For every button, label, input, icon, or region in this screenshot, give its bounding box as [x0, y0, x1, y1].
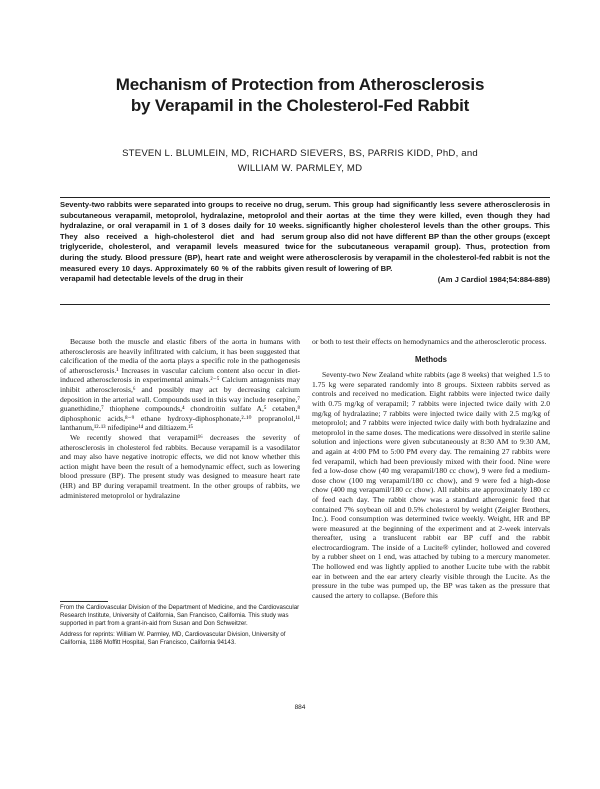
- abstract-left-text: Seventy-two rabbits were separated into groups to receive no drug, subcutaneous verapamil, metoprolol, hydralazine, metoprolol and hydralazine, or oral verapamil in 1 of 3 doses daily for 10 weeks. They also received a high-cholesterol diet and had serum triglyceride, cholesterol, and verapamil levels measured twice during the study. Blood pressure (BP), heart rate and weight were measured every 10 days. Approximately 60 % of the rabbits given verapamil had detectable levels of the drug in their: [60, 200, 304, 284]
- article-title: [0, 74, 600, 116]
- methods-heading: Methods: [414, 354, 448, 364]
- abstract-top-rule: [60, 197, 550, 198]
- page-number: 884: [294, 704, 306, 711]
- title-line-1: Mechanism of Protection from Atherosclerosis: [115, 75, 485, 94]
- footnote-reprints: Address for reprints: William W. Parmley, MD, Cardiovascular Division, University of California, 1186 Moffitt Hospital, San Francisco, California 94143.: [60, 631, 286, 647]
- footnote-affiliation: From the Cardiovascular Division of the Department of Medicine, and the Cardiovascular Research Institute, University of California, San Francisco, California. This study was supported in part from a grant-in-aid from Susan and Don Schweitzer.: [60, 604, 300, 627]
- abstract-right-column: [306, 200, 550, 286]
- author-list: [0, 146, 600, 176]
- methods-paragraph: Seventy-two New Zealand white rabbits (age 8 weeks) that weighed 1.5 to 1.75 kg were separated randomly into 8 groups. Sixteen rabbits served as controls and received no medication. Eight rabbits were injected twice daily with 0.75 mg/kg of verapamil; 7 rabbits were injected twice daily with 2.0 mg/kg of hydralazine; 7 rabbits were injected twice daily with 2.5 mg/kg of metoprolol; and 7 rabbits were injected twice daily with both hydralazine and metoprolol in the same doses. The medications were dissolved in sterile saline solution and injections were given subcutaneously at 8:30 AM to 9:30 AM, and again at 4:00 PM to 5:00 PM every day. The remaining 27 rabbits were fed verapamil, which had been previously mixed with their food. Nine were fed a low-dose chow (40 mg verapamil/180 cc chow), 9 were fed a medium-dose chow (100 mg verapamil/180 cc chow), and 9 were fed a high-dose chow (400 mg verapamil/180 cc chow). All rabbits ate approximately 180 cc of feed each day. The rabbit chow was a standard atherogenic feed that contained 7% soybean oil and 0.5% cholesterol by weight (Zeigler Brothers, Inc.). Food consumption was determined twice weekly. Weight, HR and BP were measured at the beginning of the experiment and at 2-week intervals thereafter, using a translucent rabbit ear BP cuff and the rabbit electrocardiogram. The inside of a Lucite® cylinder, hollowed and covered by a rubber sheet on 1 end, was attached by tubing to a mercury manometer. The hollowed end was lightly applied to another Lucite tube with the rabbit ear in between and the ear artery clearly visible through the Lucite. As the pressure in the tube was pumped up, the BP was taken as the pressure that caused the artery to collapse. (Before this: [312, 370, 550, 600]
- authors-line-2: WILLIAM W. PARMLEY, MD: [237, 163, 363, 174]
- footnotes: [60, 604, 300, 651]
- intro-paragraph-1: Because both the muscle and elastic fibers of the aorta in humans with atherosclerosis are heavily infiltrated with calcium, it has been suggested that calcification of the media of the aorta plays a specific role in the pathogenesis of atherosclerosis.¹ Increases in vascular calcium content also occur in diet-induced atherosclerosis in experimental animals.²⁻⁵ Calcium antagonists may inhibit atherosclerosis,⁶ and possibly may act by decreasing calcium deposition in the arterial wall. Compounds used in this way include reserpine,⁷ guanethidine,⁷ thiophene compounds,⁴ chondroitin sulfate A,⁵ cetaben,⁸ diphosphonic acids,⁸⁻⁹ ethane hydroxy-diphosphonate,²·¹⁰ propranolol,¹¹ lanthanum,¹²·¹³ nifedipine¹⁴ and diltiazem.¹⁵: [60, 337, 300, 433]
- body-left-column: [60, 337, 300, 500]
- abstract-left-column: [60, 200, 304, 285]
- intro-paragraph-2: We recently showed that verapamil¹⁶ decreases the severity of atherosclerosis in cholesterol fed rabbits. Because verapamil is a vasodilator and may also have negative inotropic effects, we did not know whether this action might have been the result of a hemodynamic effect, such as lowering blood pressure (BP). The present study was designed to measure heart rate (HR) and BP during verapamil treatment. In the other groups of rabbits, we administered metoprolol or hydralazine: [60, 432, 300, 500]
- authors-line-1: STEVEN L. BLUMLEIN, MD, RICHARD SIEVERS, BS, PARRIS KIDD, PhD, and: [122, 148, 478, 159]
- abstract-citation: (Am J Cardiol 1984;54:884-889): [437, 275, 550, 285]
- footnote-rule: [60, 601, 108, 602]
- intro-paragraph-3: or both to test their effects on hemodynamics and the atherosclerotic process.: [312, 337, 547, 346]
- body-right-column: [312, 337, 550, 600]
- abstract-right-text: serum. This group had significantly less severe atherosclerosis in their aortas at the time they were killed, even though they had significantly higher cholesterol levels than the other groups. This group also did not have different BP than the other groups (except for the subcutaneous verapamil group). Thus, protection from atherosclerosis by verapamil in the cholesterol-fed rabbit is not the result of lowering of BP.: [306, 200, 550, 273]
- title-line-2: by Verapamil in the Cholesterol-Fed Rabbit: [130, 96, 470, 115]
- abstract-bottom-rule: [60, 304, 550, 305]
